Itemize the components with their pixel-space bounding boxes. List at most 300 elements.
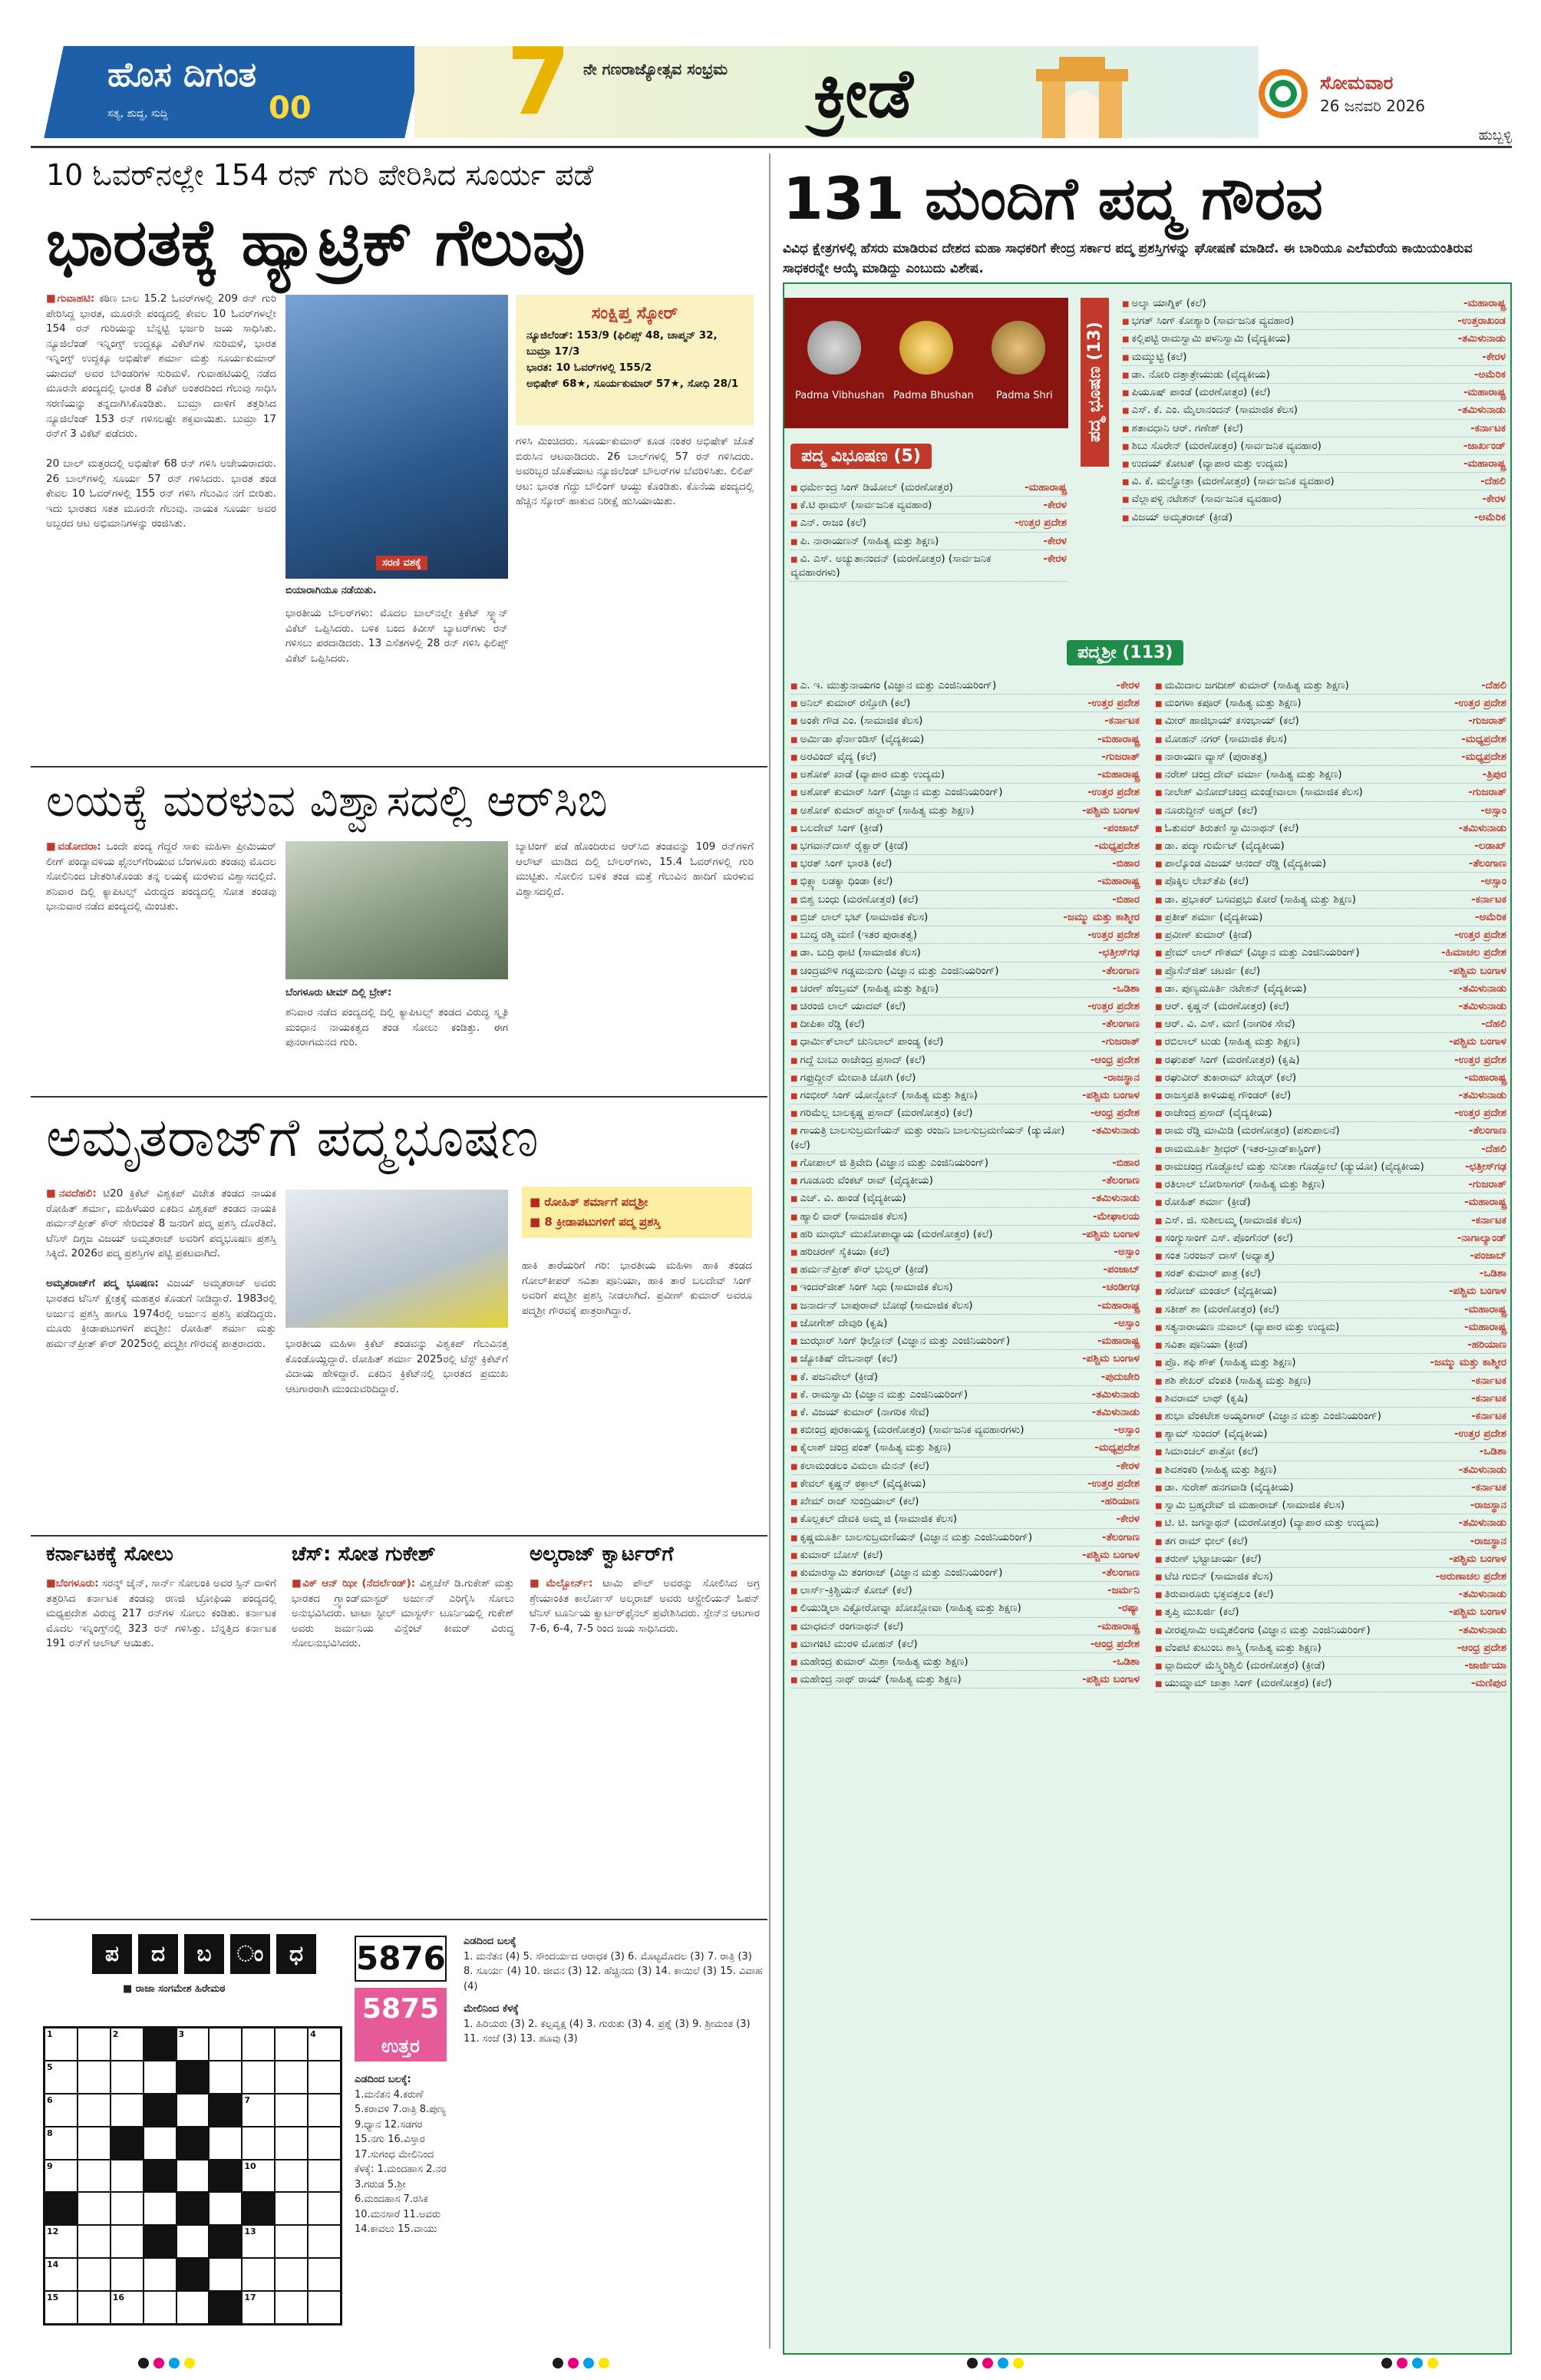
crossword-cell[interactable] xyxy=(275,2094,308,2127)
awardee-state: -ಆಂಧ್ರ ಪ್ರದೇಶ xyxy=(1457,1641,1506,1654)
awardee-name: ■ ಚರಣ್ ಹೆಂಬ್ರಮ್ (ಸಾಹಿತ್ಯ ಮತ್ತು ಶಿಕ್ಷಣ) xyxy=(790,982,939,995)
awardee-state: -ಮಹಾರಾಷ್ಟ್ರ xyxy=(1097,875,1140,888)
awardee-state: -ಉತ್ತರ ಪ್ರದೇಶ xyxy=(1454,1428,1506,1441)
awardee-state: -ಅಮೆರಿಕ xyxy=(1473,510,1506,523)
awardee-row xyxy=(790,1297,1140,1315)
awardee-row xyxy=(1155,695,1506,712)
section-title: ಕ್ರೀಡೆ xyxy=(813,54,913,133)
awardee-state: -ಬಿಹಾರ xyxy=(1112,893,1140,906)
crossword-cell[interactable] xyxy=(78,2127,111,2160)
awardee-row xyxy=(1155,1443,1506,1461)
awardee-name: ■ ಶುಭಾ ವೆಂಕಟೇಶ ಅಯ್ಯಂಗಾರ್ (ವಿಜ್ಞಾನ ಮತ್ತು ಎಂಜಿನಿಯರಿಂಗ್) xyxy=(1155,1409,1381,1423)
crossword-cell[interactable] xyxy=(144,2291,177,2324)
awardee-row xyxy=(1155,1372,1506,1390)
awardee-state: -ತಮಿಳುನಾಡು xyxy=(1458,1517,1506,1530)
awardee-name: ■ ಡಾ. ಪದ್ಮಾ ಗುರ್ಮೆಟ್ (ವೈದ್ಯಕೀಯ) xyxy=(1155,839,1285,853)
awardee-row xyxy=(790,1332,1140,1350)
crossword-cell[interactable] xyxy=(209,2127,242,2160)
crossword-cell[interactable] xyxy=(209,2192,242,2225)
awardee-row xyxy=(790,1315,1140,1332)
cell-number: 9 xyxy=(47,2160,53,2171)
awardee-row xyxy=(1155,980,1506,998)
awardee-name: ■ ಆರ್. ವಿ. ಎಸ್. ಮಣಿ (ನಾಗರಿಕ ಸೇವೆ) xyxy=(1155,1017,1295,1031)
awardee-name: ■ ಜೋಗೇಶ್ ದೇವುರಿ (ಕೃಷಿ) xyxy=(790,1316,887,1330)
rule xyxy=(31,1535,767,1537)
crossword-cell[interactable] xyxy=(78,2291,111,2324)
awardee-state: -ಕರ್ನಾಟಕ xyxy=(1471,893,1506,906)
awardee-state: -ತಮಿಳುನಾಡು xyxy=(1458,1089,1506,1102)
crossword-cell[interactable] xyxy=(275,2127,308,2160)
awardee-state: -ತಮಿಳುನಾಡು xyxy=(1091,1405,1140,1418)
awardee-state: -ಪಶ್ಚಿಮ ಬಂಗಾಳ xyxy=(1081,1673,1140,1686)
crossword-block xyxy=(242,2192,275,2225)
awardee-state: -ಮಹಾರಾಷ್ಟ್ರ xyxy=(1097,1619,1140,1632)
awardee-name: ■ ಕೈಲಾಶ್ ಚಂದ್ರ ಪಂತ್ (ಸಾಹಿತ್ಯ ಮತ್ತು ಶಿಕ್ಷಣ) xyxy=(790,1441,951,1454)
crossword-cell[interactable] xyxy=(209,2061,242,2094)
crossword-cell[interactable] xyxy=(177,2225,210,2258)
awardee-name: ■ ಸಂತ ನಿರಂಜನ್ ದಾಸ್ (ಅಧ್ಯಾತ್ಮ) xyxy=(1155,1249,1275,1263)
awardee-name: ■ ಓತುವರ್ ತಿರುತಣಿ ಸ್ವಾಮಿನಾಥನ್ (ಕಲೆ) xyxy=(1155,821,1299,835)
crossword-cell[interactable] xyxy=(45,2160,78,2193)
awardee-row xyxy=(790,533,1067,550)
awardee-state: -ದೆಹಲಿ xyxy=(1481,1018,1506,1031)
awardee-state: -ಪಶ್ಚಿಮ ಬಂಗಾಳ xyxy=(1448,1035,1506,1048)
awardee-state: -ಪಂಜಾಬ್ xyxy=(1103,821,1140,834)
awardee-row xyxy=(1155,1051,1506,1069)
awardee-name: ■ ಚಂದ್ರಮೌಳಿ ಗಡ್ಡಮನುಗು (ವಿಜ್ಞಾನ ಮತ್ತು ಎಂಜಿನಿಯರಿಂಗ್) xyxy=(790,964,999,978)
awardee-state: -ಕೇರಳ xyxy=(1482,350,1506,363)
awardee-row xyxy=(790,1087,1140,1104)
awardee-name: ■ ತರುಣ್ ಭಟ್ಟಾಚಾರ್ಯ (ಕಲೆ) xyxy=(1155,1552,1262,1566)
registration-marks xyxy=(1381,2358,1438,2368)
awardee-name: ■ ಕೊಲ್ಲಕಲ್ ದೇವಕಿ ಅಮ್ಮ ಜಿ (ಸಾಮಾಜಿಕ ಕೆಲಸ) xyxy=(790,1512,957,1526)
cell-number: 8 xyxy=(47,2127,53,2138)
awardee-row xyxy=(1122,420,1506,437)
awardee-name: ■ ಹರಿ ಮಾಧಬ್ ಮುಖೋಪಾಧ್ಯಾಯ (ಮರಣೋತ್ತರ) (ಕಲೆ) xyxy=(790,1227,993,1241)
awardee-row xyxy=(790,748,1140,766)
crossword-cell[interactable] xyxy=(78,2225,111,2258)
awardee-row xyxy=(1122,330,1506,348)
scorecard-line1: ನ್ಯೂಜಿಲೆಂಡ್: 153/9 (ಫಿಲಿಪ್ಸ್ 48, ಚಾಪ್ಮನ್ 32, ಬುಮ್ರಾ 17/3 xyxy=(526,329,718,358)
awardee-name: ■ ಕುಮಾರಸ್ವಾಮಿ ತಂಗರಾಜ್ (ವಿಜ್ಞಾನ ಮತ್ತು ಎಂಜಿನಿಯರಿಂಗ್) xyxy=(790,1566,1002,1580)
awardee-name: ■ ಅಶೋಕ್ ಕುಮಾರ್ ಹಲ್ದಾರ್ (ಸಾಹಿತ್ಯ ಮತ್ತು ಶಿಕ್ಷಣ) xyxy=(790,804,974,817)
crossword-cell[interactable] xyxy=(242,2291,275,2324)
awardee-name: ■ ಜುಝಾರ್ ಸಿಂಗ್ ಢಿಲ್ಲೋನ್ (ವಿಜ್ಞಾನ ಮತ್ತು ಎಂಜಿನಿಯರಿಂಗ್) xyxy=(790,1334,1010,1348)
awardee-name: ■ ನರೇಶ್ ಚಂದ್ರ ದೇವ್ ವರ್ಮಾ (ಸಾಹಿತ್ಯ ಮತ್ತು ಶಿಕ್ಷಣ) xyxy=(1155,767,1342,781)
awardee-state: -ಉತ್ತರ ಪ್ರದೇಶ xyxy=(1087,929,1140,942)
crossword-cell[interactable] xyxy=(45,2225,78,2258)
crossword-cell[interactable] xyxy=(177,2028,210,2061)
puzzle-title: ಪ ದ ಬ ಂ ಧ xyxy=(92,1934,316,1974)
masthead xyxy=(0,0,1541,153)
crossword-cell[interactable] xyxy=(308,2291,341,2324)
awardee-row xyxy=(1122,348,1506,366)
awardee-state: -ಮಹಾರಾಷ್ಟ್ರ xyxy=(1097,1299,1140,1312)
crossword-cell[interactable] xyxy=(275,2028,308,2061)
awardee-row xyxy=(790,998,1140,1015)
awardee-state: -ತಮಿಳುನಾಡು xyxy=(1458,999,1506,1012)
awardee-state: -ಉತ್ತರ ಪ್ರದೇಶ xyxy=(1087,697,1140,710)
crossword-cell[interactable] xyxy=(144,2061,177,2094)
awardee-row xyxy=(1122,295,1506,312)
awardee-name: ■ ಎಸ್. ಜಿ. ಸುಶೀಲಮ್ಮ (ಸಾಮಾಜಿಕ ಕೆಲಸ) xyxy=(1155,1213,1302,1227)
awardee-name: ■ ಕೇವಲ್ ಕೃಷ್ಣನ್ ಠಕ್ರಾಲ್ (ವೈದ್ಯಕೀಯ) xyxy=(790,1477,926,1490)
crossword-cell[interactable] xyxy=(242,2028,275,2061)
column-divider xyxy=(769,153,770,2349)
awardee-row xyxy=(1155,1176,1506,1193)
crossword-cell[interactable] xyxy=(45,2028,78,2061)
awardee-row xyxy=(790,980,1140,998)
awardee-name: ■ ಖೇಮ್ ರಾಜ್ ಸುಂದ್ರಿಯಾಲ್ (ಕಲೆ) xyxy=(790,1494,919,1508)
rule xyxy=(31,1919,767,1920)
awardee-name: ■ ಗದ್ದೆ ಬಾಬು ರಾಜೇಂದ್ರ ಪ್ರಸಾದ್ (ಕಲೆ) xyxy=(790,1053,926,1067)
awardee-name: ■ ಕುಮಾರ್ ಬೋಸ್ (ಕಲೆ) xyxy=(790,1548,883,1562)
awardee-name: ■ ರಘುವೀರ್ ತುಕಾರಾಮ್ ಖೇಡ್ಕರ್ (ಕಲೆ) xyxy=(1155,1071,1296,1084)
padma-intro: ವಿವಿಧ ಕ್ಷೇತ್ರಗಳಲ್ಲಿ ಹೆಸರು ಮಾಡಿರುವ ದೇಶದ ಮಹಾ ಸಾಧಕರಿಗೆ ಕೇಂದ್ರ ಸರ್ಕಾರ ಪದ್ಮ ಪ್ರಶಸ್ತಿಗಳನ್ನು ಘೋಷಣೆ ಮಾಡಿದೆ. ಈ ಬಾರಿಯೂ ಎಲೆಮರೆಯ ಕಾಯಿಯಂತಿರುವ ಸಾಧಕರನ್ನೇ ಆಯ್ಕೆ ಮಾಡಿದ್ದು ಎಂಬುದು ವಿಶೇಷ. xyxy=(783,241,1473,276)
crossword-cell[interactable] xyxy=(242,2225,275,2258)
cell-number: 10 xyxy=(244,2160,256,2171)
scorecard-line2: ಭಾರತ: 10 ಓವರ್‌ಗಳಲ್ಲಿ 155/2 xyxy=(526,361,652,374)
crossword-block xyxy=(177,2127,210,2160)
crossword-cell[interactable] xyxy=(45,2094,78,2127)
awardee-row xyxy=(790,1493,1140,1510)
awardee-row xyxy=(1155,1301,1506,1319)
awardee-name: ■ ಶತಾವಧಾನಿ ಆರ್. ಗಣೇಶ್ (ಕಲೆ) xyxy=(1122,421,1243,435)
awardee-state: -ತಮಿಳುನಾಡು xyxy=(1457,332,1506,345)
awardee-state: -ಉತ್ತರ ಪ್ರದೇಶ xyxy=(1087,999,1140,1012)
awardee-name: ■ ಶಿವರಾಮ್ ಲಾಥ್ (ಕೃಷಿ) xyxy=(1155,1391,1248,1405)
awardee-row xyxy=(790,1033,1140,1051)
awardee-name: ■ ತೃಪ್ತಿ ಮುಖರ್ಜಿ (ಕಲೆ) xyxy=(1155,1605,1239,1619)
awardee-row xyxy=(790,1421,1140,1439)
awardee-name: ■ ಶ್ಯಾಮ್ ಸುಂದರ್ (ವೈದ್ಯಕೀಯ) xyxy=(1155,1427,1268,1441)
crossword-cell[interactable] xyxy=(242,2160,275,2193)
awardee-state: -ಹರಿಯಾಣ xyxy=(1467,1339,1506,1352)
awardee-state: -ರಾಜಸ್ಥಾನ xyxy=(1470,1534,1506,1547)
awardee-state: -ಪಂಜಾಬ್ xyxy=(1470,1249,1506,1262)
crossword-cell[interactable] xyxy=(111,2225,144,2258)
awardee-row xyxy=(1155,926,1506,944)
photo-tag: ಸರಣಿ ವಶಕ್ಕೆ xyxy=(376,556,427,570)
awardee-state: -ಉತ್ತರ ಪ್ರದೇಶ xyxy=(1454,697,1506,710)
awardee-state: -ಉತ್ತರ ಪ್ರದೇಶ xyxy=(1454,929,1506,942)
awardee-row xyxy=(1155,1015,1506,1033)
crossword-cell[interactable] xyxy=(177,2291,210,2324)
crossword-cell[interactable] xyxy=(144,2258,177,2291)
crossword-block xyxy=(144,2094,177,2127)
crossword-block xyxy=(209,2291,242,2324)
awardee-state: -ಕೇರಳ xyxy=(1116,1513,1140,1526)
crossword-cell[interactable] xyxy=(242,2094,275,2127)
highlight-2: ■ 8 ಕ್ರೀಡಾಪಟುಗಳಿಗೆ ಪದ್ಮ ಪ್ರಶಸ್ತಿ xyxy=(530,1214,661,1229)
awardee-state: -ಮಹಾರಾಷ್ಟ್ರ xyxy=(1097,768,1140,781)
awardee-row xyxy=(790,855,1140,873)
awardee-row xyxy=(790,1653,1140,1671)
crossword-cell[interactable] xyxy=(78,2028,111,2061)
puzzle-author: ■ ರಾಜಾ ಸಂಗಮೇಶ ಹಿರೇಮಠ xyxy=(123,1983,226,1995)
crossword-cell[interactable] xyxy=(78,2160,111,2193)
crossword-cell[interactable] xyxy=(209,2258,242,2291)
crossword-cell[interactable] xyxy=(275,2061,308,2094)
awardee-name: ■ ಹರ್ಮನ್‌ಪ್ರೀತ್ ಕೌರ್ ಭುಲ್ಲರ್ (ಕ್ರೀಡೆ) xyxy=(790,1263,929,1276)
awardee-state: -ಬಿಹಾರ xyxy=(1112,1156,1140,1169)
crossword-cell[interactable] xyxy=(308,2192,341,2225)
awardee-row xyxy=(1155,712,1506,730)
awardee-state: -ಕೇರಳ xyxy=(1116,1459,1140,1472)
short1-body: ■ಬೆಂಗಳೂರು: ಸರನ್ಶ್ ಜೈನ್, ಸಾರ್ನ್ ಸೋಲಂಕಿ ಅವರ ಸ್ಪಿನ್ ದಾಳಿಗೆ ತತ್ತರಿಸಿದ ಕರ್ನಾಟಕ ತಂಡವು ರಣಜಿ ಟ್ರೋಫಿಯ ಪಂದ್ಯದಲ್ಲಿ ಮಧ್ಯಪ್ರದೇಶ ವಿರುದ್ಧ 217 ರನ್‌ಗಳ ಸೋಲು ಕಂಡಿತು. ಕರ್ನಾಟಕ ಮೊದಲ ಇನ್ನಿಂಗ್ಸ್‌ನಲ್ಲಿ 323 ರನ್ ಗಳಿಸಿತ್ತು. ಬೆನ್ನತ್ತಿದ ಕರ್ನಾಟಕ 191 ರನ್‌ಗೆ ಆಲೌಟ್ ಆಯಿತು. xyxy=(46,1577,276,1650)
awardee-name: ■ ಜ್ಯೋತಿಷ್ ದೇಬನಾಥ್ (ಕಲೆ) xyxy=(790,1352,897,1365)
awardee-state: -ಪಶ್ಚಿಮ ಬಂಗಾಳ xyxy=(1448,1606,1506,1619)
crossword-cell[interactable] xyxy=(78,2258,111,2291)
awardee-row xyxy=(1155,962,1506,980)
awardee-state: -ಮಹಾರಾಷ್ಟ್ರ xyxy=(1463,1196,1506,1209)
awardee-row xyxy=(1155,837,1506,855)
short2-body: ■ವಿಕ್ ಆನ್ ಝೀ (ನೆದರ್ಲೆಂಡ್): ವಿಶ್ವಚೆಸ್ ಡಿ.ಗುಕೇಶ್ ಮತ್ತು ಭಾರತದ ಗ್ರ್ಯಾಂಡ್‌ಮಾಸ್ಟರ್ ಅರ್ಜುನ್ ಎರಿಗೈಸಿ ಸೋಲು ಅನುಭವಿಸಿದರು. ಟಾಟಾ ಸ್ಟೀಲ್ ಮಾಸ್ಟರ್ಸ್ ಟೂರ್ನಿಯಲ್ಲಿ ಗುಕೇಶ್ ಅವರು ಜರ್ಮನಿಯ ವಿನ್ಸೆಂಟ್ ಕೀಮರ್ ವಿರುದ್ಧ ಸೋಲನುಭವಿಸಿದರು. xyxy=(292,1577,515,1650)
awardee-row xyxy=(1155,1336,1506,1354)
awardee-name: ■ ಗಫ್ರುದ್ದೀನ್ ಮೇವಾತಿ ಜೋಗಿ (ಕಲೆ) xyxy=(790,1071,916,1084)
awardee-row xyxy=(790,731,1140,748)
awardee-state: -ಉತ್ತರಾಖಂಡ xyxy=(1457,315,1506,328)
awardee-name: ■ ಟಿ. ಟಿ. ಜಗನ್ನಾಥನ್ (ಮರಣೋತ್ತರ) (ವ್ಯಾಪಾರ ಮತ್ತು ಉದ್ಯಮ) xyxy=(1155,1516,1379,1530)
story2-col3: ಬ್ಯಾಟಿಂಗ್ ಪಡೆ ಹೊಂದಿರುವ ಆರ್‌ಸಿಬಿ ತಂಡವನ್ನು 109 ರನ್‌ಗಳಿಗೆ ಆಲೌಟ್ ಮಾಡಿದ ದಿಲ್ಲಿ ಬೌಲರ್‌ಗಳು, 15.4 ಓವರ್‌ಗಳಲ್ಲಿ ಗುರಿ ಮುಟ್ಟಿತು. ಸೋಲಿನ ಬಳಿಕ ತಂಡ ಮತ್ತೆ ಗೆಲುವಿನ ಹಾದಿಗೆ ಮರಳುವ ವಿಶ್ವಾಸದಲ್ಲಿದೆ. xyxy=(516,840,754,898)
crossword-cell[interactable] xyxy=(275,2192,308,2225)
awardee-state: -ಛತ್ತೀಸ್‌ಗಢ xyxy=(1097,946,1140,959)
awardee-state: -ತಮಿಳುನಾಡು xyxy=(1457,404,1506,417)
crossword-cell[interactable] xyxy=(275,2291,308,2324)
crossword-cell[interactable] xyxy=(78,2192,111,2225)
masthead-rule xyxy=(31,146,1512,148)
awardee-state: -ತ್ರಿಪುರ xyxy=(1482,768,1506,781)
awardee-name: ■ ಹರಿಚರಣ್ ಸೈಕಿಯಾ (ಕಲೆ) xyxy=(790,1245,889,1259)
crossword-cell[interactable] xyxy=(308,2258,341,2291)
awardee-state: -ತಮಿಳುನಾಡು xyxy=(1458,982,1506,995)
awardee-name: ■ ಎನ್. ರಾಜಂ (ಕಲೆ) xyxy=(790,516,866,530)
awardee-row xyxy=(1155,1497,1506,1514)
rcb-photo xyxy=(285,841,508,979)
awardee-row xyxy=(1155,1122,1506,1140)
awardee-name: ■ ತಗ ರಾಮ್ ಭೀಲ್ (ಕಲೆ) xyxy=(1155,1534,1248,1548)
awardee-name: ■ ಬಿಶ್ವ ಬಂಧು (ಮರಣೋತ್ತರ) (ಕಲೆ) xyxy=(790,893,919,906)
awardee-name: ■ ವಿಜಯ್ ಅಮೃತರಾಜ್ (ಕ್ರೀಡೆ) xyxy=(1122,510,1232,524)
crossword-cell[interactable] xyxy=(111,2094,144,2127)
awardee-name: ■ ಹ್ಯಾಲಿ ವಾರ್ (ಸಾಮಾಜಿಕ ಕೆಲಸ) xyxy=(790,1210,907,1223)
crossword-cell[interactable] xyxy=(242,2127,275,2160)
short1-head: ಕರ್ನಾಟಕಕ್ಕೆ ಸೋಲು xyxy=(46,1543,173,1566)
crossword-cell[interactable] xyxy=(144,2192,177,2225)
cell-number: 17 xyxy=(244,2293,256,2303)
awardee-name: ■ ಗೋಪಾಲ್ ಜಿ ತ್ರಿವೇದಿ (ವಿಜ್ಞಾನ ಮತ್ತು ಎಂಜಿನಿಯರಿಂಗ್) xyxy=(790,1156,988,1170)
awardee-name: ■ ಮೀರ್ ಹಾಜಿಭಾಯ್ ಕಸಂಭಾಯ್ (ಕಲೆ) xyxy=(1155,714,1299,728)
awardee-state: -ಜಮ್ಮು ಮತ್ತು ಕಾಶ್ಮೀರ xyxy=(1430,1356,1506,1369)
awardee-row xyxy=(1155,1247,1506,1265)
awardee-name: ■ ಭಿಕ್ಲ್ಯಾ ಲಡಕ್ಯಾ ಧಿಂಡಾ (ಕಲೆ) xyxy=(790,874,893,888)
awardee-row xyxy=(790,497,1067,514)
short3-head: ಅಲ್ಕರಾಜ್ ಕ್ವಾರ್ಟರ್‌ಗೆ xyxy=(530,1543,674,1566)
awardee-row xyxy=(1155,1603,1506,1621)
crossword-cell[interactable] xyxy=(275,2160,308,2193)
awardee-state: -ಪಂಜಾಬ್ xyxy=(1103,1263,1140,1276)
awardee-state: -ಒಡಿಶಾ xyxy=(1112,982,1140,995)
awardee-name: ■ ಸರೋಜ್ ಮಂಡಲ್ (ವೈದ್ಯಕೀಯ) xyxy=(1155,1284,1277,1298)
crossword-cell[interactable] xyxy=(275,2258,308,2291)
awardee-name: ■ ಎಸ್. ಕೆ. ಎಂ. ಮೈಲಾನಂದನ್ (ಸಾಮಾಜಿಕ ಕೆಲಸ) xyxy=(1122,403,1298,417)
awardee-name: ■ ಪಿಯೂಷ್ ಪಾಂಡೆ (ಮರಣೋತ್ತರ) (ಕಲೆ) xyxy=(1122,385,1271,399)
bhushan-medal-icon xyxy=(899,321,953,375)
india-gate-icon xyxy=(1028,46,1136,138)
crossword-cell[interactable] xyxy=(111,2061,144,2094)
cell-number: 5 xyxy=(47,2061,53,2072)
awardee-state: -ಪಶ್ಚಿಮ ಬಂಗಾಳ xyxy=(1081,1089,1140,1102)
crossword-cell[interactable] xyxy=(308,2028,341,2061)
awardee-state: -ಮಣಿಪುರ xyxy=(1470,1677,1506,1690)
awardee-state: -ತೆಲಂಗಾಣ xyxy=(1101,1174,1140,1187)
awardee-name: ■ ಲಾರ್ಸ್-ಕ್ರಿಶ್ಚಿಯನ್ ಕೋಚ್ (ಕಲೆ) xyxy=(790,1583,912,1597)
awardee-state: -ತಮಿಳುನಾಡು xyxy=(1091,1124,1140,1137)
awardee-name: ■ ಪ್ರೊಸೆನ್‌ಜಿತ್ ಚಟರ್ಜಿ (ಕಲೆ) xyxy=(1155,964,1260,978)
awardee-state: -ದೆಹಲಿ xyxy=(1480,475,1506,488)
awardee-row xyxy=(790,1190,1140,1207)
awardee-name: ■ ಪ್ರತೀಕ್ ಶರ್ಮಾ (ವೈದ್ಯಕೀಯ) xyxy=(1155,910,1262,924)
date: 26 ಜನವರಿ 2026 xyxy=(1320,97,1426,115)
crossword-cell[interactable] xyxy=(308,2061,341,2094)
awardee-state: -ಗುಜರಾತ್ xyxy=(1101,750,1140,763)
awardee-name: ■ ಪ್ರೇಮ್ ಲಾಲ್ ಗೌತಮ್ (ವಿಜ್ಞಾನ ಮತ್ತು ಎಂಜಿನಿಯರಿಂಗ್) xyxy=(1155,946,1360,959)
awardee-state: -ಜಾರ್ಖಂಡ್ xyxy=(1463,439,1506,452)
crossword-block xyxy=(177,2258,210,2291)
crossword-cell[interactable] xyxy=(45,2061,78,2094)
shri-label: ಪದ್ಮಶ್ರೀ (113) xyxy=(1067,640,1183,665)
awardee-row xyxy=(1155,802,1506,820)
awardee-row xyxy=(790,962,1140,980)
crossword-cell[interactable] xyxy=(45,2291,78,2324)
crossword-cell[interactable] xyxy=(209,2028,242,2061)
crossword-cell[interactable] xyxy=(308,2160,341,2193)
crossword-cell[interactable] xyxy=(275,2225,308,2258)
vibhushan-label: ಪದ್ಮ ವಿಭೂಷಣ (5) xyxy=(790,444,932,469)
awardee-state: -ಉತ್ತರ ಪ್ರದೇಶ xyxy=(1454,1053,1506,1066)
story3-col3: ಹಾಕಿ ತಾರೆಯರಿಗೆ ಗರಿ: ಭಾರತೀಯ ಮಹಿಳಾ ಹಾಕಿ ತಂಡದ ಗೋಲ್‌ಕೀಪರ್ ಸವಿತಾ ಪೂನಿಯಾ, ಹಾಕಿ ತಾರೆ ಬಲದೇವ್ ಸಿಂಗ್ ಅವರಿಗೆ ಪದ್ಮಶ್ರೀ ಪ್ರಶಸ್ತಿ ನೀಡಲಾಗಿದೆ. ಪ್ರವೀಣ್ ಕುಮಾರ್ ಅವರೂ ಪದ್ಮಶ್ರೀ ಗೌರವಕ್ಕೆ ಪಾತ್ರರಾಗಿದ್ದಾರೆ. xyxy=(522,1259,752,1317)
awardee-row xyxy=(790,1475,1140,1493)
awardee-row xyxy=(1122,366,1506,384)
awardee-state: -ಹಿಮಾಚಲ ಪ್ರದೇಶ xyxy=(1441,946,1506,959)
awardee-state: -ತೆಲಂಗಾಣ xyxy=(1468,1124,1506,1137)
awardee-name: ■ ಉದಯ್ ಕೋಟಕ್ (ವ್ಯಾಪಾರ ಮತ್ತು ಉದ್ಯಮ) xyxy=(1122,457,1288,470)
awardee-row xyxy=(790,1279,1140,1296)
story1-col2b: ಭಾರತೀಯ ಬೌಲರ್‌ಗಳು: ಮೊದಲ ಬಾಲ್‌ನಲ್ಲೇ ಕ್ರಿಕೆಟ್ ಸ್ಮ್ಯಾನ್ ವಿಕೆಟ್ ಒಪ್ಪಿಸಿದರು. ಬಳಿಕ ಬಂದ ಕಿವೀಸ್ ಬ್ಯಾಟರ್‌ಗಳು ರನ್ ಗಳಿಸಲು ಪರದಾಡಿದರು. 13 ಎಸೆತಗಳಲ್ಲಿ 28 ರನ್ ಗಳಿಸಿ ಫಿಲಿಪ್ಸ್ ವಿಕೆಟ್ ಒಪ್ಪಿಸಿದರು. xyxy=(285,607,508,665)
awardee-row xyxy=(1155,1230,1506,1247)
crossword-cell[interactable] xyxy=(45,2258,78,2291)
crossword-cell[interactable] xyxy=(78,2094,111,2127)
crossword-cell[interactable] xyxy=(308,2127,341,2160)
awardee-row xyxy=(790,514,1067,532)
chakra-icon xyxy=(1259,69,1308,118)
awardee-row xyxy=(790,1243,1140,1261)
awardee-name: ■ ವೀರಪ್ಪಸಾಮಿ ಅಮೃತಲಿಂಗಂ (ವಿಜ್ಞಾನ ಮತ್ತು ಎಂಜಿನಿಯರಿಂಗ್) xyxy=(1155,1623,1371,1637)
story3-col2: ಭಾರತೀಯ ಮಹಿಳಾ ಕ್ರಿಕೆಟ್ ತಂಡವನ್ನು ವಿಶ್ವಕಪ್ ಗೆಲುವಿನತ್ತ ಕೊಂಡೊಯ್ದಿದ್ದಾರೆ. ರೋಹಿತ್ ಶರ್ಮಾ 2025ರಲ್ಲಿ ಟೆಸ್ಟ್ ಕ್ರಿಕೆಟ್‌ಗೆ ವಿದಾಯ ಹೇಳಿದ್ದಾರೆ. ಏಕದಿನ ಕ್ರಿಕೆಟ್‌ನಲ್ಲಿ ಭಾರತದ ಪ್ರಮುಖ ಆಟಗಾರರಾಗಿ ಮುಂದುವರಿದಿದ್ದಾರೆ. xyxy=(285,1338,508,1395)
awardee-state: -ಪಶ್ಚಿಮ ಬಂಗಾಳ xyxy=(1081,1227,1140,1240)
awardee-state: -ತಮಿಳುನಾಡು xyxy=(1458,821,1506,834)
crossword-cell[interactable] xyxy=(111,2258,144,2291)
crossword-cell[interactable] xyxy=(242,2258,275,2291)
awardee-state: -ಮಹಾರಾಷ್ಟ್ರ xyxy=(1097,732,1140,745)
crossword-block xyxy=(144,2225,177,2258)
awardee-row xyxy=(790,1547,1140,1564)
awardee-name: ■ ಮಹೇಂದ್ರ ಕುಮಾರ್ ಮಿಶ್ರಾ (ಸಾಹಿತ್ಯ ಮತ್ತು ಶಿಕ್ಷಣ) xyxy=(790,1655,968,1669)
awardee-name: ■ ಕೆ. ಪಜನಿವೇಲ್ (ಕ್ರೀಡೆ) xyxy=(790,1370,878,1384)
awardee-row xyxy=(1122,455,1506,473)
awardee-state: -ಪಶ್ಚಿಮ ಬಂಗಾಳ xyxy=(1448,1285,1506,1298)
crossword-cell[interactable] xyxy=(144,2127,177,2160)
story2-headline: ಲಯಕ್ಕೆ ಮರಳುವ ವಿಶ್ವಾಸದಲ್ಲಿ ಆರ್‌ಸಿಬಿ xyxy=(46,774,608,827)
vibhushan-medal-icon xyxy=(807,321,861,375)
crossword-cell[interactable] xyxy=(111,2028,144,2061)
awardee-name: ■ ಅರ್ಮಿಡಾ ಫೆರ್ನಾಂಡಿಸ್ (ವೈದ್ಯಕೀಯ) xyxy=(790,732,924,746)
amritraj-photo xyxy=(285,1190,508,1328)
crossword-cell[interactable] xyxy=(111,2160,144,2193)
crossword-cell[interactable] xyxy=(111,2192,144,2225)
awardee-name: ■ ಮಂಗಳಾ ಕಪೂರ್ (ಸಾಹಿತ್ಯ ಮತ್ತು ಶಿಕ್ಷಣ) xyxy=(1155,696,1302,710)
awardee-name: ■ ಗರಿಮೆಲ್ಲ ಬಾಲಕೃಷ್ಣ ಪ್ರಸಾದ್ (ಮರಣೋತ್ತರ) (ಕಲೆ) xyxy=(790,1106,972,1120)
crossword-cell[interactable] xyxy=(177,2160,210,2193)
dateline xyxy=(1320,72,1512,144)
awardee-name: ■ ಸ್ವಾಮಿ ಬ್ರಹ್ಮದೇವ್ ಜಿ ಮಹಾರಾಜ್ (ಸಾಮಾಜಿಕ ಕೆಲಸ) xyxy=(1155,1498,1345,1512)
awardee-row xyxy=(790,1404,1140,1421)
crossword-cell[interactable] xyxy=(242,2061,275,2094)
awardee-row xyxy=(790,1618,1140,1636)
awardee-row xyxy=(790,695,1140,712)
awardee-name: ■ ಭಗವಾನ್‌ದಾಸ್ ರೈಕ್ವಾರ್ (ಕ್ರೀಡೆ) xyxy=(790,839,908,853)
awardee-row xyxy=(1155,1514,1506,1532)
crossword-cell[interactable] xyxy=(308,2225,341,2258)
awardee-row xyxy=(1155,1104,1506,1122)
awardee-row xyxy=(790,944,1140,962)
medals-panel xyxy=(784,298,1068,428)
awardee-state: -ಉತ್ತರ ಪ್ರದೇಶ xyxy=(1454,1107,1506,1120)
crossword-cell[interactable] xyxy=(78,2061,111,2094)
awardee-name: ■ ಇಂದರ್‌ಜೀತ್ ಸಿಂಗ್ ಸಿಧು (ಸಾಮಾಜಿಕ ಕೆಲಸ) xyxy=(790,1280,953,1294)
awardee-state: -ಮಹಾರಾಷ್ಟ್ರ xyxy=(1463,1071,1506,1084)
awardee-name: ■ ಗಂಭೀರ್ ಸಿಂಗ್ ಯೋನ್ಜೋನ್ (ಸಾಹಿತ್ಯ ಮತ್ತು ಶಿಕ್ಷಣ) xyxy=(790,1088,978,1102)
cell-number: 1 xyxy=(47,2029,53,2039)
crossword-cell[interactable] xyxy=(177,2094,210,2127)
awardee-name: ■ ಎಚ್. ವಿ. ಹಾಂಡೆ (ವೈದ್ಯಕೀಯ) xyxy=(790,1191,906,1205)
awardee-row xyxy=(1155,998,1506,1015)
registration-marks xyxy=(967,2358,1024,2368)
awardee-name: ■ ರಾಮ ರೆಡ್ಡಿ ಮಾಮಿಡಿ (ಮರಣೋತ್ತರ) (ಪಶುಪಾಲನೆ) xyxy=(1155,1124,1340,1137)
awardee-name: ■ ವ್ಲಾದಿಮರ್ ಮೆಸ್ತ್ವಿರಿಶ್ವಿಲಿ (ಮರಣೋತ್ತರ) (ಕ್ರೀಡೆ) xyxy=(1155,1659,1325,1672)
crossword-cell[interactable] xyxy=(308,2094,341,2127)
awardee-state: -ಮಧ್ಯಪ್ರದೇಶ xyxy=(1461,750,1506,763)
awardee-state: -ಜಮ್ಮು ಮತ್ತು ಕಾಶ್ಮೀರ xyxy=(1063,910,1140,923)
awardee-state: -ಆಂಧ್ರ ಪ್ರದೇಶ xyxy=(1090,1637,1140,1650)
awardee-row xyxy=(790,1208,1140,1226)
awardee-state: -ಮಹಾರಾಷ್ಟ್ರ xyxy=(1463,1320,1506,1333)
fest-number: 7 xyxy=(507,29,571,136)
awardee-row xyxy=(1155,766,1506,784)
crossword-cell[interactable] xyxy=(111,2291,144,2324)
crossword-block xyxy=(209,2094,242,2127)
awardee-state: -ತೆಲಂಗಾಣ xyxy=(1101,1530,1140,1543)
crossword-cell[interactable] xyxy=(45,2127,78,2160)
awardee-name: ■ ಸವಿತಾ ಪೂನಿಯಾ (ಕ್ರೀಡೆ) xyxy=(1155,1338,1248,1352)
awardee-row xyxy=(1155,1319,1506,1336)
awardee-row xyxy=(1155,1425,1506,1443)
awardee-state: -ಅಮೆರಿಕ xyxy=(1474,910,1506,923)
awardee-row xyxy=(1155,1212,1506,1230)
crossword-grid[interactable] xyxy=(43,2026,342,2326)
awardee-state: -ದೆಹಲಿ xyxy=(1481,679,1506,692)
awardee-state: -ಕೇರಳ xyxy=(1116,679,1140,692)
